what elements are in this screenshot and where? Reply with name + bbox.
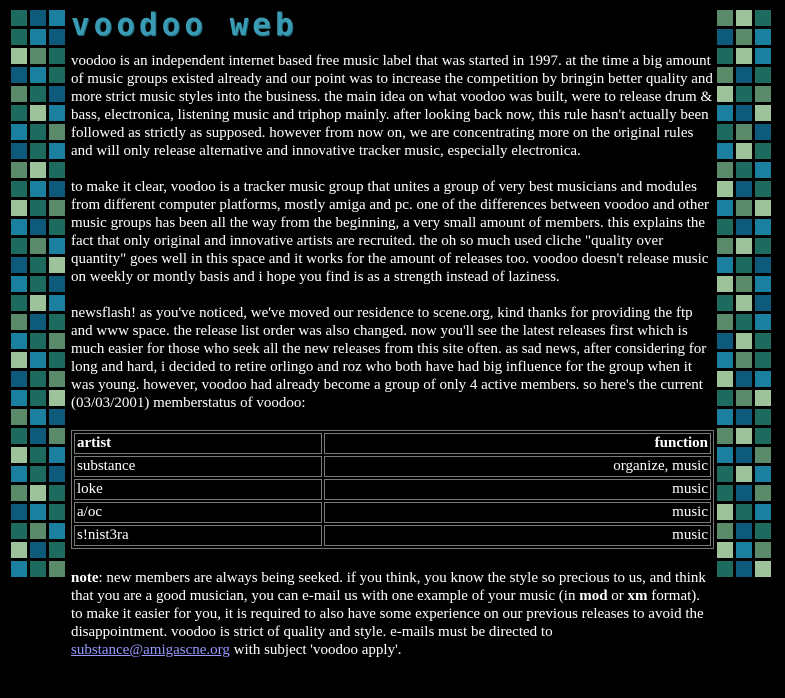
decor-tile bbox=[49, 86, 65, 102]
decor-tile bbox=[755, 86, 771, 102]
decor-tile bbox=[30, 447, 46, 463]
decor-tile bbox=[49, 371, 65, 387]
decor-tile bbox=[736, 219, 752, 235]
decor-tile bbox=[30, 67, 46, 83]
decor-tile bbox=[717, 86, 733, 102]
decor-tile bbox=[49, 10, 65, 26]
decor-tile bbox=[49, 504, 65, 520]
decor-tile bbox=[30, 390, 46, 406]
decor-tile bbox=[755, 181, 771, 197]
decor-tile bbox=[30, 124, 46, 140]
decor-tile bbox=[49, 219, 65, 235]
decor-tile bbox=[736, 295, 752, 311]
decor-tile bbox=[755, 409, 771, 425]
decor-tile bbox=[49, 352, 65, 368]
site-logo-title: voodoo web bbox=[71, 7, 298, 43]
decor-tile bbox=[755, 162, 771, 178]
decor-tile bbox=[11, 333, 27, 349]
decor-tile bbox=[755, 428, 771, 444]
decor-tile bbox=[717, 143, 733, 159]
decor-tile bbox=[30, 561, 46, 577]
decor-tile bbox=[717, 466, 733, 482]
decor-tile bbox=[11, 542, 27, 558]
decor-tile bbox=[717, 333, 733, 349]
decor-tile bbox=[736, 409, 752, 425]
decor-tile bbox=[755, 485, 771, 501]
decor-tile bbox=[755, 105, 771, 121]
decor-tile bbox=[736, 86, 752, 102]
decor-tile bbox=[736, 504, 752, 520]
decor-tile bbox=[736, 466, 752, 482]
decor-tile bbox=[755, 67, 771, 83]
decor-tile bbox=[755, 352, 771, 368]
table-row bbox=[74, 456, 711, 477]
note-label: note bbox=[71, 570, 99, 586]
main-content bbox=[71, 8, 715, 677]
decor-tile bbox=[11, 504, 27, 520]
decor-tile bbox=[717, 371, 733, 387]
member-artist: s!nist3ra bbox=[74, 525, 322, 546]
decor-tile bbox=[11, 485, 27, 501]
decor-tile bbox=[49, 48, 65, 64]
decor-tile bbox=[736, 352, 752, 368]
decor-tile bbox=[11, 200, 27, 216]
decor-tile bbox=[30, 181, 46, 197]
decor-tile bbox=[11, 314, 27, 330]
decor-tile bbox=[755, 124, 771, 140]
decor-tile bbox=[736, 561, 752, 577]
decor-tile bbox=[755, 314, 771, 330]
decor-tile bbox=[736, 238, 752, 254]
header-artist: artist bbox=[74, 433, 322, 454]
decor-tile bbox=[717, 447, 733, 463]
decor-tile bbox=[736, 371, 752, 387]
decor-tile bbox=[30, 542, 46, 558]
decor-tile bbox=[30, 238, 46, 254]
decor-tile bbox=[755, 48, 771, 64]
decor-tile bbox=[30, 105, 46, 121]
decor-tile bbox=[11, 181, 27, 197]
decor-tile bbox=[11, 105, 27, 121]
decor-tile bbox=[49, 105, 65, 121]
decor-tile bbox=[11, 143, 27, 159]
decor-tile bbox=[717, 162, 733, 178]
decor-tile bbox=[11, 67, 27, 83]
note-paragraph bbox=[71, 569, 715, 659]
decor-tile bbox=[30, 409, 46, 425]
intro-paragraph-2: to make it clear, voodoo is a tracker music group that unites a group of very best musicians and modules from different computer platforms, mostly amiga and pc. one of the differences between voodoo and other music groups has been all the way from the beginning, a very small amount of members. this explains the fact that only original and innovative artists are recruited. the oh so much used cliche "quality over quantity" goes well in this space and it works for the amount of releases too. voodoo doesn't release music on weekly or montly basis and i hope you find is as a strength instead of laziness. bbox=[71, 179, 709, 285]
decor-tile bbox=[736, 257, 752, 273]
decor-tile bbox=[30, 352, 46, 368]
decor-tile bbox=[11, 409, 27, 425]
decor-tile bbox=[717, 181, 733, 197]
decor-tile bbox=[49, 466, 65, 482]
decor-tile bbox=[717, 314, 733, 330]
member-artist: loke bbox=[74, 479, 322, 500]
member-function: music bbox=[324, 479, 711, 500]
decor-tile bbox=[49, 181, 65, 197]
format-xm: xm bbox=[627, 588, 648, 604]
newsflash-paragraph: newsflash! as you've noticed, we've moved our residence to scene.org, kind thanks for providing the ftp and www space. the release list order was also changed. now you'll see the latest releases first which is much easier for those who seek all the new releases from this site often. as sad news, after considering for long and hard, i decided to retire orlingo and roz who both have had big influence for the group when it was young. however, voodoo had already become a group of only 4 active members. so here's the current (03/03/2001) memberstatus of voodoo: bbox=[71, 305, 707, 411]
decor-tile bbox=[717, 485, 733, 501]
decor-tile bbox=[49, 257, 65, 273]
decor-tile bbox=[30, 428, 46, 444]
decor-tile bbox=[30, 162, 46, 178]
decor-tile bbox=[30, 86, 46, 102]
decor-tile bbox=[30, 29, 46, 45]
decor-tile bbox=[717, 352, 733, 368]
decor-tile bbox=[49, 561, 65, 577]
decor-tile bbox=[11, 390, 27, 406]
decor-tile bbox=[49, 333, 65, 349]
decor-tile bbox=[736, 181, 752, 197]
decor-tile bbox=[717, 542, 733, 558]
decor-tile bbox=[717, 219, 733, 235]
decor-tile bbox=[717, 390, 733, 406]
decor-tile bbox=[717, 67, 733, 83]
decor-tile bbox=[736, 143, 752, 159]
decor-tile bbox=[49, 314, 65, 330]
decor-tile bbox=[717, 295, 733, 311]
decor-tile bbox=[736, 428, 752, 444]
decor-tile bbox=[30, 504, 46, 520]
decor-tile bbox=[49, 485, 65, 501]
decor-tile bbox=[755, 466, 771, 482]
decor-tile bbox=[736, 542, 752, 558]
decor-tile bbox=[49, 29, 65, 45]
decor-tile bbox=[717, 504, 733, 520]
decor-tile bbox=[11, 428, 27, 444]
decor-tile bbox=[717, 561, 733, 577]
decor-tile bbox=[717, 276, 733, 292]
decor-tile bbox=[755, 295, 771, 311]
decor-tile bbox=[30, 295, 46, 311]
decor-tile bbox=[736, 314, 752, 330]
decor-tile bbox=[11, 238, 27, 254]
format-mod: mod bbox=[579, 588, 608, 604]
decor-tile bbox=[717, 238, 733, 254]
decor-tile bbox=[755, 276, 771, 292]
decor-tile bbox=[30, 314, 46, 330]
decor-tile bbox=[736, 200, 752, 216]
decor-tile bbox=[11, 162, 27, 178]
decor-tile bbox=[30, 485, 46, 501]
decor-tile bbox=[717, 200, 733, 216]
decor-tile bbox=[11, 466, 27, 482]
decor-tile bbox=[755, 523, 771, 539]
decor-tile bbox=[30, 200, 46, 216]
decor-tile bbox=[717, 10, 733, 26]
decor-tile bbox=[717, 409, 733, 425]
decor-tile bbox=[755, 390, 771, 406]
decor-tile bbox=[30, 48, 46, 64]
decor-tile bbox=[11, 371, 27, 387]
decor-tile bbox=[30, 219, 46, 235]
decor-tile bbox=[755, 257, 771, 273]
member-artist: substance bbox=[74, 456, 322, 477]
member-function: music bbox=[324, 525, 711, 546]
decor-tile bbox=[717, 48, 733, 64]
decor-tile bbox=[11, 447, 27, 463]
decor-tile bbox=[11, 352, 27, 368]
decor-tile bbox=[717, 428, 733, 444]
header-function: function bbox=[324, 433, 711, 454]
decor-tile bbox=[30, 333, 46, 349]
member-status-table bbox=[71, 430, 714, 549]
table-row bbox=[74, 479, 711, 500]
decor-tile bbox=[736, 10, 752, 26]
decor-tile bbox=[11, 124, 27, 140]
decor-tile bbox=[736, 48, 752, 64]
decor-tile bbox=[49, 542, 65, 558]
decor-tile bbox=[11, 86, 27, 102]
decor-tile bbox=[49, 200, 65, 216]
note-text-4: with subject 'voodoo apply'. bbox=[229, 642, 402, 658]
decor-tile bbox=[736, 124, 752, 140]
decor-tile bbox=[49, 295, 65, 311]
decor-tile bbox=[30, 466, 46, 482]
decor-tile bbox=[717, 29, 733, 45]
left-tile-border bbox=[11, 10, 65, 577]
note-text-1: : new members are always being seeked. if you think, you know the style so precious to us, and think that you are a good musician, you can e-mail us with one example of your music (in bbox=[71, 570, 706, 604]
decor-tile bbox=[755, 504, 771, 520]
decor-tile bbox=[49, 447, 65, 463]
table-row bbox=[74, 525, 711, 546]
decor-tile bbox=[736, 276, 752, 292]
decor-tile bbox=[755, 371, 771, 387]
decor-tile bbox=[11, 295, 27, 311]
decor-tile bbox=[49, 428, 65, 444]
decor-tile bbox=[11, 29, 27, 45]
decor-tile bbox=[755, 200, 771, 216]
table-header-row bbox=[74, 433, 711, 454]
decor-tile bbox=[736, 390, 752, 406]
decor-tile bbox=[736, 29, 752, 45]
decor-tile bbox=[717, 523, 733, 539]
decor-tile bbox=[30, 10, 46, 26]
member-function: organize, music bbox=[324, 456, 711, 477]
decor-tile bbox=[717, 257, 733, 273]
right-tile-border bbox=[717, 10, 771, 577]
decor-tile bbox=[736, 485, 752, 501]
intro-paragraph-1: voodoo is an independent internet based free music label that was started in 1997. at the time a big amount of music groups existed already and our point was to increase the competition by bringin better quality and more strict music styles into the business. the main idea on what voodoo was built, were to release drum & bass, electronica, listening music and triphop mainly. after looking back now, this rule hasn't actually been followed as strictly as supposed. however from now on, we are concentrating more on the original rules and will only release alternative and innovative tracker music, especially electronica. bbox=[71, 53, 713, 159]
decor-tile bbox=[736, 447, 752, 463]
table-row bbox=[74, 502, 711, 523]
decor-tile bbox=[11, 523, 27, 539]
decor-tile bbox=[755, 542, 771, 558]
decor-tile bbox=[30, 143, 46, 159]
decor-tile bbox=[755, 143, 771, 159]
decor-tile bbox=[736, 162, 752, 178]
member-function: music bbox=[324, 502, 711, 523]
decor-tile bbox=[755, 29, 771, 45]
decor-tile bbox=[755, 447, 771, 463]
decor-tile bbox=[49, 124, 65, 140]
decor-tile bbox=[30, 276, 46, 292]
decor-tile bbox=[30, 371, 46, 387]
decor-tile bbox=[11, 219, 27, 235]
decor-tile bbox=[736, 67, 752, 83]
decor-tile bbox=[736, 333, 752, 349]
decor-tile bbox=[11, 257, 27, 273]
decor-tile bbox=[717, 105, 733, 121]
decor-tile bbox=[755, 10, 771, 26]
note-text-3: format). to make it easier for you, it is required to also have some experience on our previous releases to avoid the disappointment. voodoo is strict of quality and style. e-mails must be directed to bbox=[71, 588, 704, 640]
decor-tile bbox=[49, 238, 65, 254]
decor-tile bbox=[11, 10, 27, 26]
decor-tile bbox=[30, 523, 46, 539]
decor-tile bbox=[736, 523, 752, 539]
decor-tile bbox=[755, 333, 771, 349]
decor-tile bbox=[736, 105, 752, 121]
decor-tile bbox=[49, 276, 65, 292]
decor-tile bbox=[49, 523, 65, 539]
decor-tile bbox=[49, 409, 65, 425]
decor-tile bbox=[717, 124, 733, 140]
decor-tile bbox=[11, 276, 27, 292]
member-artist: a/oc bbox=[74, 502, 322, 523]
decor-tile bbox=[30, 257, 46, 273]
decor-tile bbox=[49, 67, 65, 83]
decor-tile bbox=[49, 390, 65, 406]
note-text-2: or bbox=[607, 588, 628, 604]
decor-tile bbox=[11, 561, 27, 577]
decor-tile bbox=[755, 238, 771, 254]
decor-tile bbox=[755, 561, 771, 577]
decor-tile bbox=[755, 219, 771, 235]
email-link[interactable]: substance@amigascne.org bbox=[71, 642, 230, 658]
decor-tile bbox=[49, 143, 65, 159]
decor-tile bbox=[49, 162, 65, 178]
decor-tile bbox=[11, 48, 27, 64]
